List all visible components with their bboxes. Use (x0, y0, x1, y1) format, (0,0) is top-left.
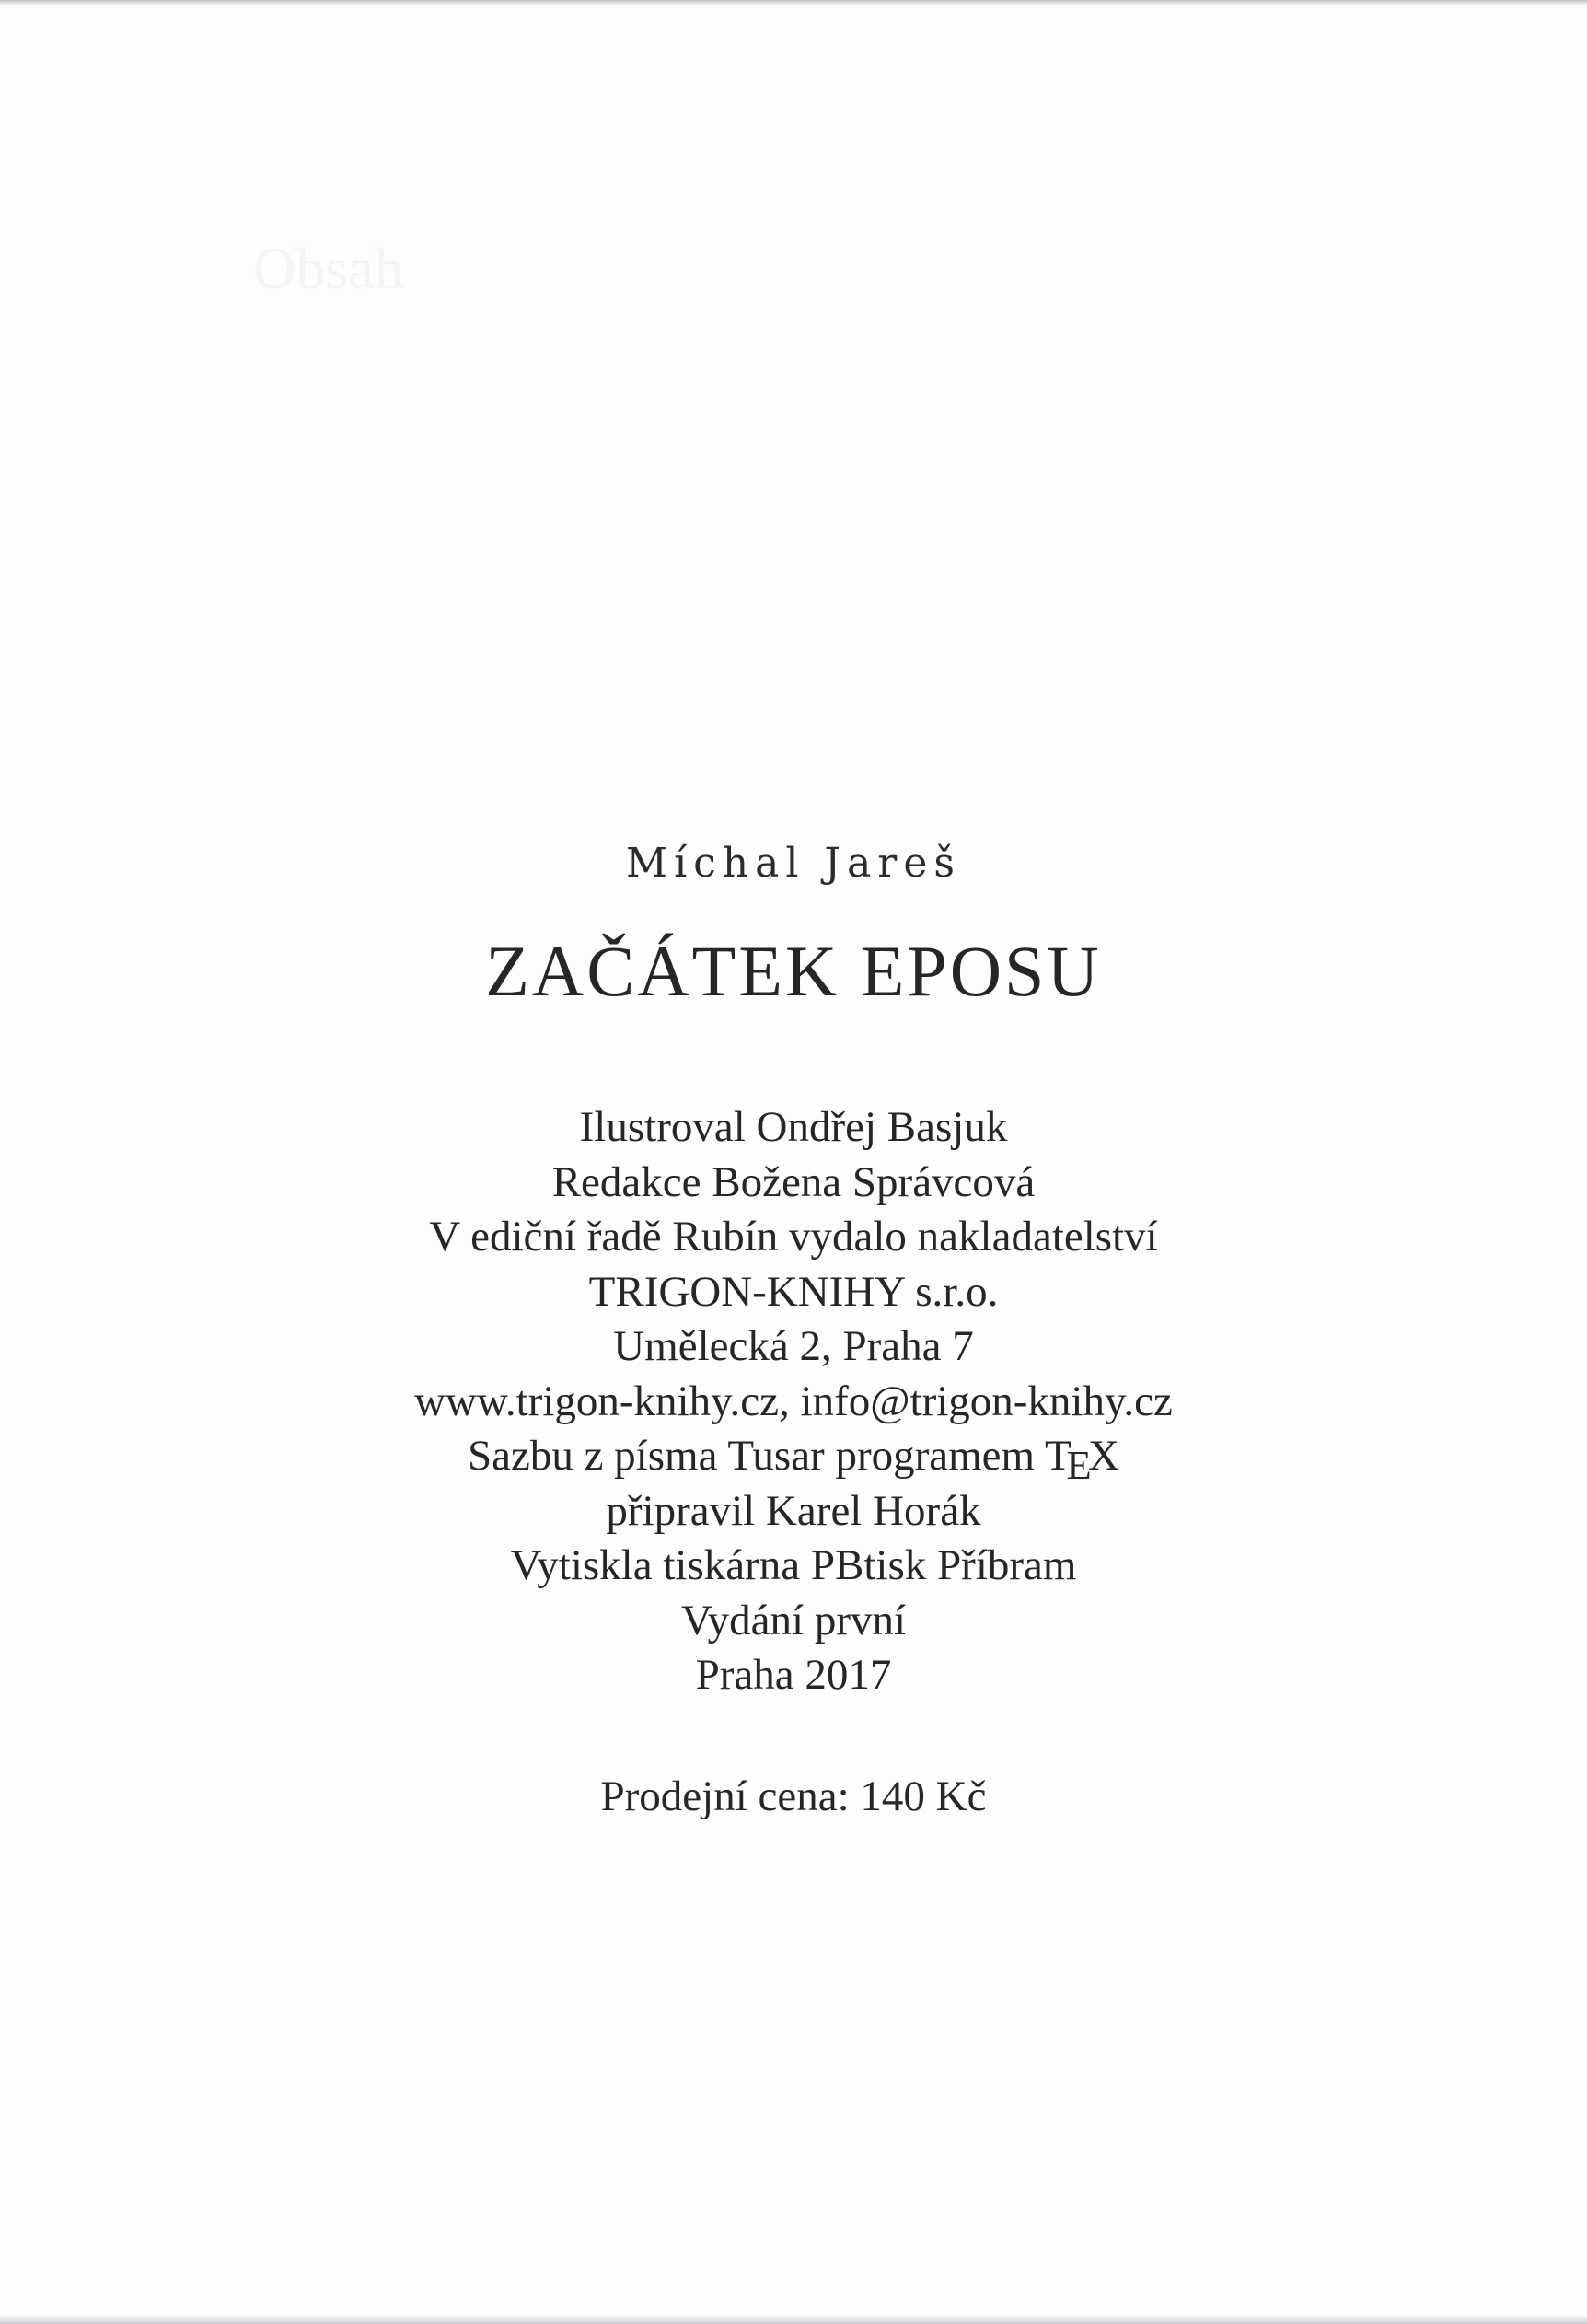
colophon-line-address: Umělecká 2, Praha 7 (613, 1322, 974, 1370)
colophon-line-place-year: Praha 2017 (695, 1651, 892, 1699)
colophon-line-series: V ediční řadě Rubín vydalo nakladatelství (429, 1213, 1158, 1261)
show-through-heading: Obsah (253, 236, 404, 301)
tex-logo-e: E (1066, 1441, 1092, 1488)
colophon-line-typeset (0, 1429, 1587, 1488)
colophon-line-typesetter: připravil Karel Horák (606, 1486, 981, 1535)
colophon-line-web: www.trigon-knihy.cz, info@trigon-knihy.cz (414, 1377, 1173, 1425)
tex-logo (1045, 1432, 1120, 1488)
colophon-line-editor: Redakce Božena Správcová (551, 1157, 1036, 1206)
price-line: Prodejní cena: 140 Kč (600, 1772, 987, 1820)
colophon-line-edition: Vydání první (680, 1596, 907, 1644)
book-title: ZAČÁTEK EPOSU (485, 931, 1102, 1011)
scan-edge-top (0, 0, 1587, 6)
typeset-text: Sazbu z písma Tusar programem (467, 1432, 1045, 1480)
tex-logo-x: X (1088, 1432, 1120, 1480)
colophon-block (0, 1100, 1587, 1703)
tex-logo-t: T (1045, 1432, 1072, 1480)
scan-edge-bottom (0, 2315, 1587, 2324)
colophon-line-illustrator: Ilustroval Ondřej Basjuk (579, 1103, 1008, 1151)
colophon-line-printer: Vytiskla tiskárna PBtisk Příbram (510, 1541, 1077, 1589)
author-name: Míchal Jareš (626, 840, 961, 887)
colophon-line-publisher: TRIGON-KNIHY s.r.o. (588, 1267, 999, 1316)
